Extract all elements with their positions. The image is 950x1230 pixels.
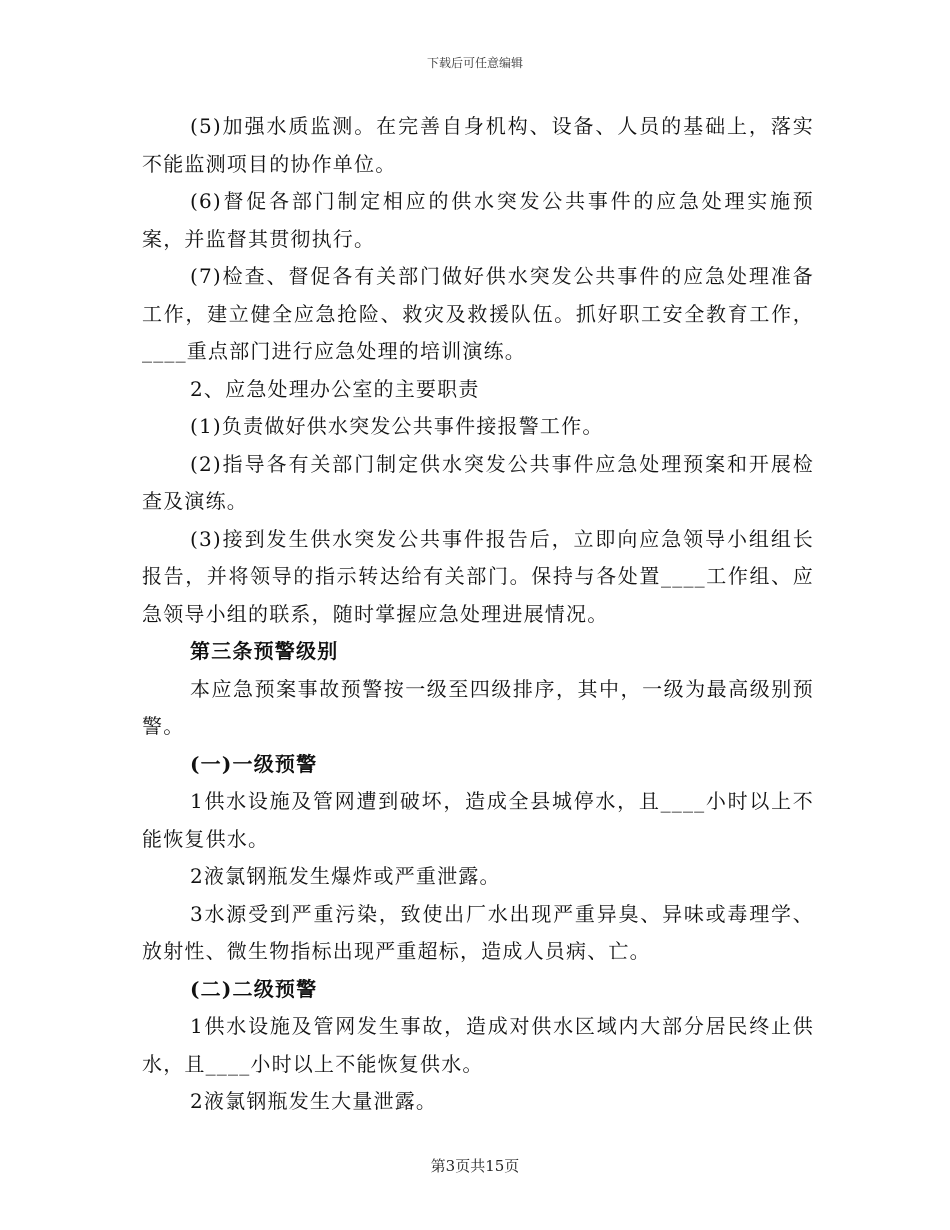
section-heading: 第三条预警级别 xyxy=(190,639,339,663)
paragraph: (7)检查、督促各有关部门做好供水突发公共事件的应急处理准备工作，建立健全应急抢险、救灾及救援队伍。抓好职工安全教育工作，____重点部门进行应急处理的培训演练。 xyxy=(142,264,814,363)
document-body xyxy=(142,108,814,1121)
paragraph: 3水源受到严重污染，致使出厂水出现严重异臭、异味或毒理学、放射性、微生物指标出现严重超标，造成人员病、亡。 xyxy=(142,901,814,963)
paragraph: (3)接到发生供水突发公共事件报告后，立即向应急领导小组组长报告，并将领导的指示转达给有关部门。保持与各处置____工作组、应急领导小组的联系，随时掌握应急处理进展情况。 xyxy=(142,526,814,626)
paragraph: (6)督促各部门制定相应的供水突发公共事件的应急处理实施预案，并监督其贯彻执行。 xyxy=(142,189,814,251)
paragraph: 2液氯钢瓶发生爆炸或严重泄露。 xyxy=(190,864,501,888)
subsection-heading: (二)二级预警 xyxy=(190,976,318,1001)
subsection-heading: (一)一级预警 xyxy=(190,751,318,776)
paragraph: 2、应急处理办公室的主要职责 xyxy=(190,376,480,401)
paragraph: 1供水设施及管网发生事故，造成对供水区域内大部分居民终止供水，且____小时以上不能恢复供水。 xyxy=(142,1014,814,1076)
paragraph: (1)负责做好供水突发公共事件接报警工作。 xyxy=(190,414,604,438)
page-footer: 第3页共15页 xyxy=(430,1157,520,1175)
paragraph: (5)加强水质监测。在完善自身机构、设备、人员的基础上，落实不能监测项目的协作单位。 xyxy=(142,114,814,176)
page-header: 下载后可任意编辑 xyxy=(426,56,523,70)
paragraph: 1供水设施及管网遭到破坏，造成全县城停水，且____小时以上不能恢复供水。 xyxy=(142,789,814,851)
paragraph: 2液氯钢瓶发生大量泄露。 xyxy=(190,1089,438,1113)
paragraph: (2)指导各有关部门制定供水突发公共事件应急处理预案和开展检查及演练。 xyxy=(142,451,814,513)
paragraph: 本应急预案事故预警按一级至四级排序，其中，一级为最高级别预警。 xyxy=(142,676,814,738)
